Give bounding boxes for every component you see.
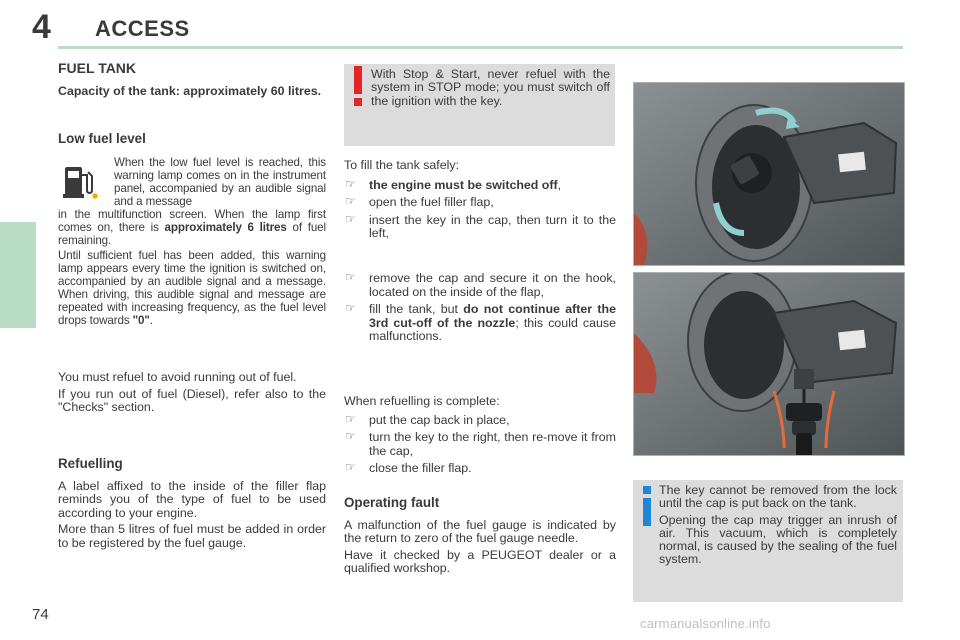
refuelling-para-1: A label affixed to the inside of the filler flap reminds you of the type of fuel to be used according to your engine. [58,478,326,520]
step-text: close the filler flap. [369,461,472,476]
list-item [344,211,616,241]
list-item [344,176,616,193]
refuel-complete-steps [344,411,616,476]
pointing-hand-icon: ☞ [345,211,356,226]
fill-safely-intro: To fill the tank safely: [344,158,460,172]
low-fuel-section [58,132,326,146]
pointing-hand-icon: ☞ [345,176,356,191]
chapter-title: ACCESS [95,16,190,41]
refuel-advice [58,371,326,415]
pointing-hand-icon: ☞ [345,301,356,316]
low-fuel-para-2-end: . [149,313,153,327]
step-text-bold: do not continue after the 3rd cut-off of the nozzle [369,302,616,330]
low-fuel-para-2-text: Until sufficient fuel has been added, this warning lamp appears every time the ignition is switched on, accompanied by an audible signal and a message. When driving, this audible signal and message are repeated with increasing frequency, as the fuel level drops towards [58,249,326,327]
step-text: insert the key in the cap, then turn it to the left, [369,212,616,241]
fill-safely-steps-list-2 [344,272,616,344]
info-para-2: Opening the cap may trigger an inrush of air. This vacuum, which is completely normal, is caused by the sealing of the fuel system. [659,512,897,567]
pointing-hand-icon: ☞ [345,194,356,209]
info-text [659,484,897,567]
low-fuel-para-1-end: in the multifunction screen. When the lamp first comes on, there is [58,208,326,234]
fuel-pump-icon [62,163,102,201]
warning-text: With Stop & Start, never refuel with the system in STOP mode; you must switch off the ignition with the key. [371,67,610,108]
list-item [344,431,616,458]
refuelling-section [58,457,326,551]
list-item [344,462,616,476]
fuel-zero-value: "0" [132,313,150,327]
fill-safely-steps [344,176,616,241]
pointing-hand-icon: ☞ [345,429,356,444]
fill-safely-steps-cont [344,272,616,348]
watermark: carmanualsonline.info [640,616,771,631]
fuel-tank-section [58,62,326,98]
chapter-side-tab [0,222,36,328]
low-fuel-text-wrap [114,157,326,209]
operating-fault-para-1: A malfunction of the fuel gauge is indicated by the return to zero of the fuel gauge needle. [344,517,616,546]
info-para-1: The key cannot be removed from the lock until the cap is put back on the tank. [659,483,897,511]
step-text-end: ; this could cause malfunctions. [369,315,616,344]
low-fuel-para-2 [58,250,326,327]
fuel-cap-hook-illustration [633,272,905,456]
step-text: fill the tank, but [369,302,464,317]
fuel-tank-title: FUEL TANK [58,60,137,76]
page-number: 74 [32,606,49,623]
refuelling-para-2: More than 5 litres of fuel must be added in order to be registered by the fuel gauge. [58,522,326,550]
step-text: turn the key to the right, then re-move it from the cap, [369,430,616,458]
refuel-complete-intro: When refuelling is complete: [344,394,500,408]
chapter-number: 4 [32,8,51,46]
list-item [344,303,616,344]
low-fuel-title: Low fuel level [58,131,146,146]
operating-fault-section [344,496,616,576]
remaining-fuel-amount: approximately 6 litres [164,220,287,234]
pointing-hand-icon: ☞ [345,460,356,475]
low-fuel-para-1-top: When the low fuel level is reached, this warning lamp comes on in the instrument panel, accompanied by an audible signal and a message [114,156,326,208]
refuel-complete-section [344,395,616,480]
step-text: put the cap back in place, [369,412,510,427]
fuel-cap-unlock-illustration [633,82,905,266]
step-text: remove the cap and secure it on the hook, located on the inside of the flap, [369,271,616,299]
refuel-advice-para: You must refuel to avoid running out of fuel. [58,370,297,384]
step-text-end: , [557,177,562,192]
step-text: the engine must be switched off [369,177,558,192]
diesel-advice-para: If you run out of fuel (Diesel), refer also to the "Checks" section. [58,386,326,415]
low-fuel-para-1 [58,209,326,248]
refuelling-title: Refuelling [58,456,123,471]
pointing-hand-icon: ☞ [345,270,356,284]
warning-exclamation-icon [354,66,362,106]
step-text: open the fuel filler flap, [369,195,494,210]
operating-fault-para-2: Have it checked by a PEUGEOT dealer or a qualified workshop. [344,547,616,576]
pointing-hand-icon: ☞ [345,411,356,426]
fill-safely-section [344,159,616,245]
low-fuel-para-1-tail: of fuel remaining. [58,220,326,247]
operating-fault-title: Operating fault [344,495,440,510]
list-item [344,411,616,428]
info-icon [642,486,652,526]
tank-capacity: Capacity of the tank: approximately 60 litres. [58,83,322,98]
list-item [344,272,616,299]
list-item [344,196,616,210]
header-rule [58,46,903,49]
